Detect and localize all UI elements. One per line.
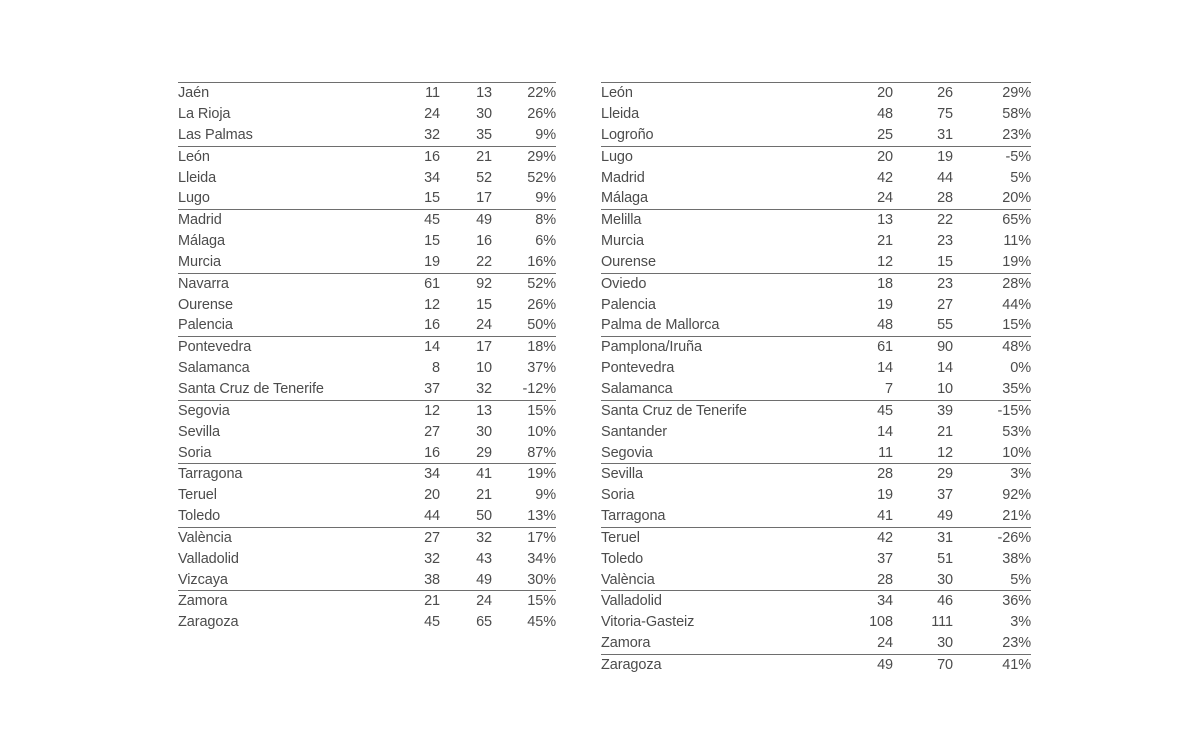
value-a: 37: [877, 550, 893, 567]
row-label: Lleida: [601, 106, 640, 123]
value-a: 28: [877, 466, 893, 483]
table-row: [601, 506, 1031, 527]
value-a: 61: [877, 339, 893, 356]
value-b: 30: [476, 106, 492, 123]
value-b: 13: [476, 402, 492, 419]
table-row: [178, 125, 556, 146]
row-label: Teruel: [178, 487, 217, 504]
table-row: [178, 83, 556, 104]
row-label: Jaén: [178, 85, 210, 102]
table-row: [178, 442, 556, 463]
value-b: 17: [440, 188, 492, 209]
change-percent: 9%: [535, 487, 556, 504]
row-label: Pontevedra: [601, 360, 675, 377]
change-percent: 5%: [953, 569, 1031, 590]
table-row: [178, 591, 556, 612]
value-b: 21: [476, 148, 492, 165]
value-b: 24: [440, 315, 492, 336]
change-percent: 53%: [1002, 423, 1031, 440]
value-b: 26: [937, 85, 953, 102]
change-percent: 36%: [1002, 593, 1031, 610]
row-label: Lleida: [178, 169, 217, 186]
value-b: 29: [440, 442, 492, 463]
change-percent: 30%: [492, 569, 556, 590]
table-row: [178, 464, 556, 485]
table-row: [601, 612, 1031, 633]
table-row: [601, 231, 1031, 252]
row-label: València: [178, 529, 232, 546]
value-a: 16: [390, 315, 440, 336]
row-label: Lugo: [178, 188, 390, 209]
left-table: [178, 83, 556, 633]
left-table-body: [178, 83, 556, 633]
change-percent: 6%: [535, 233, 556, 250]
table-row: [601, 464, 1031, 485]
value-b: 55: [893, 315, 953, 336]
value-b: 35: [440, 125, 492, 146]
table-row: [178, 104, 556, 125]
change-percent: 16%: [492, 252, 556, 273]
value-a: 12: [424, 296, 440, 313]
value-b: 70: [937, 656, 953, 673]
value-a: 15: [390, 188, 440, 209]
table-row: [601, 315, 1031, 336]
row-label: Toledo: [601, 550, 644, 567]
row-label: Teruel: [601, 529, 640, 546]
change-percent: 15%: [527, 593, 556, 610]
row-label: Soria: [178, 442, 390, 463]
change-percent: 22%: [527, 85, 556, 102]
change-percent: 9%: [492, 188, 556, 209]
table-row: [601, 358, 1031, 379]
table-row: [178, 485, 556, 506]
value-a: 11: [425, 85, 440, 102]
value-a: 49: [877, 656, 893, 673]
value-a: 32: [390, 125, 440, 146]
change-percent: 87%: [492, 442, 556, 463]
change-percent: 58%: [1002, 106, 1031, 123]
value-b: 22: [937, 212, 953, 229]
value-b: 23: [937, 275, 953, 292]
value-a: 48: [833, 315, 893, 336]
row-label: València: [601, 569, 833, 590]
table-row: [601, 83, 1031, 104]
change-percent: 23%: [953, 633, 1031, 654]
value-b: 65: [476, 614, 492, 631]
table-row: [601, 400, 1031, 421]
value-b: 19: [937, 148, 953, 165]
row-label: Tarragona: [601, 506, 833, 527]
change-percent: 29%: [527, 148, 556, 165]
table-row: [601, 146, 1031, 167]
value-b: 21: [937, 423, 953, 440]
value-b: 16: [476, 233, 492, 250]
value-b: 30: [476, 423, 492, 440]
row-label: Santander: [601, 423, 668, 440]
value-a: 20: [424, 487, 440, 504]
row-label: Sevilla: [178, 423, 221, 440]
row-label: Navarra: [178, 275, 229, 292]
value-b: 28: [893, 188, 953, 209]
change-percent: 50%: [492, 315, 556, 336]
value-a: 12: [833, 252, 893, 273]
value-b: 14: [937, 360, 953, 377]
change-percent: 21%: [953, 506, 1031, 527]
value-b: 46: [937, 593, 953, 610]
row-label: Salamanca: [601, 379, 833, 400]
change-percent: -5%: [1005, 148, 1031, 165]
row-label: Murcia: [178, 252, 390, 273]
table-row: [178, 294, 556, 315]
value-a: 34: [424, 466, 440, 483]
value-a: 11: [833, 442, 893, 463]
value-b: 43: [476, 550, 492, 567]
change-percent: 26%: [527, 296, 556, 313]
value-b: 50: [440, 506, 492, 527]
value-a: 34: [424, 169, 440, 186]
row-label: Málaga: [601, 188, 833, 209]
change-percent: 52%: [527, 275, 556, 292]
value-b: 21: [476, 487, 492, 504]
value-a: 15: [424, 233, 440, 250]
value-a: 19: [877, 487, 893, 504]
value-a: 13: [877, 212, 893, 229]
change-percent: 41%: [1002, 656, 1031, 673]
table-row: [601, 422, 1031, 443]
table-row: [601, 337, 1031, 358]
row-label: Oviedo: [601, 275, 647, 292]
row-label: Palma de Mallorca: [601, 315, 833, 336]
value-b: 24: [476, 593, 492, 610]
row-label: Salamanca: [178, 360, 250, 377]
table-row: [178, 273, 556, 294]
row-label: Sevilla: [601, 466, 644, 483]
value-a: 24: [424, 106, 440, 123]
value-a: 44: [390, 506, 440, 527]
table-row: [178, 379, 556, 400]
change-percent: 19%: [527, 466, 556, 483]
value-a: 27: [424, 529, 440, 546]
change-percent: 10%: [527, 423, 556, 440]
table-row: [601, 591, 1031, 612]
change-percent: -12%: [492, 379, 556, 400]
row-label: Segovia: [601, 442, 833, 463]
row-label: Las Palmas: [178, 125, 390, 146]
right-table-block: [601, 82, 1031, 676]
value-b: 12: [893, 442, 953, 463]
value-a: 45: [424, 614, 440, 631]
change-percent: -15%: [997, 402, 1031, 419]
table-row: [601, 485, 1031, 506]
row-label: Tarragona: [178, 466, 243, 483]
value-b: 49: [440, 569, 492, 590]
change-percent: 65%: [1002, 212, 1031, 229]
change-percent: 45%: [527, 614, 556, 631]
value-b: 49: [476, 212, 492, 229]
value-b: 49: [893, 506, 953, 527]
table-row: [601, 125, 1031, 146]
value-a: 14: [424, 339, 440, 356]
value-b: 90: [937, 339, 953, 356]
change-percent: 18%: [527, 339, 556, 356]
row-label: Vitoria-Gasteiz: [601, 614, 695, 631]
value-a: 16: [390, 442, 440, 463]
row-label: Melilla: [601, 212, 642, 229]
value-a: 108: [869, 614, 893, 631]
change-percent: 13%: [492, 506, 556, 527]
row-label: Ourense: [178, 296, 233, 313]
value-a: 42: [877, 529, 893, 546]
value-b: 31: [893, 125, 953, 146]
value-a: 19: [877, 296, 893, 313]
value-a: 32: [424, 550, 440, 567]
value-b: 15: [893, 252, 953, 273]
value-a: 18: [877, 275, 893, 292]
change-percent: 48%: [1002, 339, 1031, 356]
row-label: Valladolid: [178, 550, 239, 567]
row-label: Santa Cruz de Tenerife: [178, 379, 390, 400]
row-label: Pontevedra: [178, 339, 252, 356]
value-b: 17: [476, 339, 492, 356]
value-a: 34: [877, 593, 893, 610]
value-b: 39: [937, 402, 953, 419]
change-percent: 19%: [953, 252, 1031, 273]
value-b: 27: [937, 296, 953, 313]
change-percent: 35%: [953, 379, 1031, 400]
value-a: 12: [424, 402, 440, 419]
row-label: Ourense: [601, 252, 833, 273]
table-row: [601, 210, 1031, 231]
table-row: [601, 569, 1031, 590]
row-label: Zamora: [601, 633, 833, 654]
table-row: [178, 400, 556, 421]
value-b: 31: [937, 529, 953, 546]
change-percent: 5%: [1010, 169, 1031, 186]
value-a: 19: [390, 252, 440, 273]
table-row: [178, 569, 556, 590]
table-row: [178, 252, 556, 273]
row-label: León: [178, 148, 210, 165]
value-b: 75: [937, 106, 953, 123]
value-a: 45: [877, 402, 893, 419]
table-row: [601, 273, 1031, 294]
change-percent: 23%: [953, 125, 1031, 146]
value-a: 14: [877, 423, 893, 440]
table-row: [601, 294, 1031, 315]
value-a: 8: [432, 360, 440, 377]
value-b: 13: [476, 85, 492, 102]
table-row: [178, 231, 556, 252]
value-a: 24: [833, 188, 893, 209]
change-percent: 15%: [527, 402, 556, 419]
table-row: [601, 379, 1031, 400]
change-percent: 20%: [953, 188, 1031, 209]
row-label: León: [601, 85, 633, 102]
value-a: 41: [833, 506, 893, 527]
row-label: Santa Cruz de Tenerife: [601, 402, 747, 419]
value-a: 14: [877, 360, 893, 377]
change-percent: 44%: [1002, 296, 1031, 313]
value-a: 45: [424, 212, 440, 229]
table-row: [601, 549, 1031, 570]
row-label: Soria: [601, 487, 635, 504]
value-b: 51: [937, 550, 953, 567]
value-a: 16: [424, 148, 440, 165]
table-row: [178, 188, 556, 209]
table-row: [601, 633, 1031, 654]
row-label: Málaga: [178, 233, 225, 250]
table-row: [178, 337, 556, 358]
value-b: 52: [476, 169, 492, 186]
value-a: 28: [833, 569, 893, 590]
value-b: 92: [476, 275, 492, 292]
change-percent: 10%: [953, 442, 1031, 463]
change-percent: 3%: [1010, 614, 1031, 631]
row-label: Palencia: [178, 315, 390, 336]
value-b: 29: [937, 466, 953, 483]
row-label: Murcia: [601, 233, 644, 250]
table-row: [178, 167, 556, 188]
right-table-body: [601, 83, 1031, 676]
value-b: 32: [440, 379, 492, 400]
table-row: [601, 442, 1031, 463]
table-row: [178, 612, 556, 633]
table-row: [178, 506, 556, 527]
table-row: [178, 422, 556, 443]
value-b: 44: [937, 169, 953, 186]
row-label: La Rioja: [178, 106, 231, 123]
table-row: [178, 146, 556, 167]
value-a: 20: [877, 148, 893, 165]
table-row: [601, 252, 1031, 273]
value-a: 27: [424, 423, 440, 440]
value-a: 21: [424, 593, 440, 610]
value-a: 38: [390, 569, 440, 590]
change-percent: 34%: [527, 550, 556, 567]
value-a: 21: [877, 233, 893, 250]
value-b: 30: [893, 633, 953, 654]
change-percent: 52%: [527, 169, 556, 186]
change-percent: 17%: [527, 529, 556, 546]
change-percent: 92%: [1002, 487, 1031, 504]
table-row: [178, 358, 556, 379]
value-b: 22: [440, 252, 492, 273]
row-label: Segovia: [178, 402, 230, 419]
value-a: 42: [877, 169, 893, 186]
change-percent: 9%: [492, 125, 556, 146]
left-table-block: [178, 82, 556, 633]
row-label: Pamplona/Iruña: [601, 339, 702, 356]
value-b: 15: [476, 296, 492, 313]
change-percent: 11%: [1003, 233, 1031, 250]
change-percent: 29%: [1002, 85, 1031, 102]
value-b: 30: [893, 569, 953, 590]
change-percent: -26%: [997, 529, 1031, 546]
row-label: Logroño: [601, 125, 833, 146]
value-b: 23: [937, 233, 953, 250]
value-a: 48: [877, 106, 893, 123]
table-row: [601, 527, 1031, 548]
change-percent: 26%: [527, 106, 556, 123]
change-percent: 8%: [535, 212, 556, 229]
row-label: Zamora: [178, 593, 228, 610]
change-percent: 0%: [1010, 360, 1031, 377]
value-a: 37: [390, 379, 440, 400]
row-label: Vizcaya: [178, 569, 390, 590]
row-label: Zaragoza: [601, 656, 662, 673]
row-label: Madrid: [601, 169, 645, 186]
value-b: 37: [937, 487, 953, 504]
value-b: 111: [931, 614, 953, 631]
value-b: 10: [476, 360, 492, 377]
row-label: Palencia: [601, 296, 656, 313]
value-a: 7: [833, 379, 893, 400]
right-table: [601, 83, 1031, 676]
table-row: [601, 167, 1031, 188]
value-b: 32: [476, 529, 492, 546]
row-label: Lugo: [601, 148, 633, 165]
change-percent: 37%: [527, 360, 556, 377]
table-row: [178, 210, 556, 231]
table-row: [178, 527, 556, 548]
change-percent: 28%: [1002, 275, 1031, 292]
change-percent: 38%: [1002, 550, 1031, 567]
table-row: [601, 654, 1031, 675]
value-a: 25: [833, 125, 893, 146]
row-label: Toledo: [178, 506, 390, 527]
value-b: 41: [476, 466, 492, 483]
change-percent: 15%: [953, 315, 1031, 336]
change-percent: 3%: [1010, 466, 1031, 483]
value-a: 20: [877, 85, 893, 102]
table-row: [178, 549, 556, 570]
table-row: [178, 315, 556, 336]
table-row: [601, 188, 1031, 209]
row-label: Valladolid: [601, 593, 662, 610]
value-b: 10: [893, 379, 953, 400]
row-label: Zaragoza: [178, 614, 239, 631]
value-a: 61: [424, 275, 440, 292]
table-row: [601, 104, 1031, 125]
row-label: Madrid: [178, 212, 222, 229]
value-a: 24: [833, 633, 893, 654]
